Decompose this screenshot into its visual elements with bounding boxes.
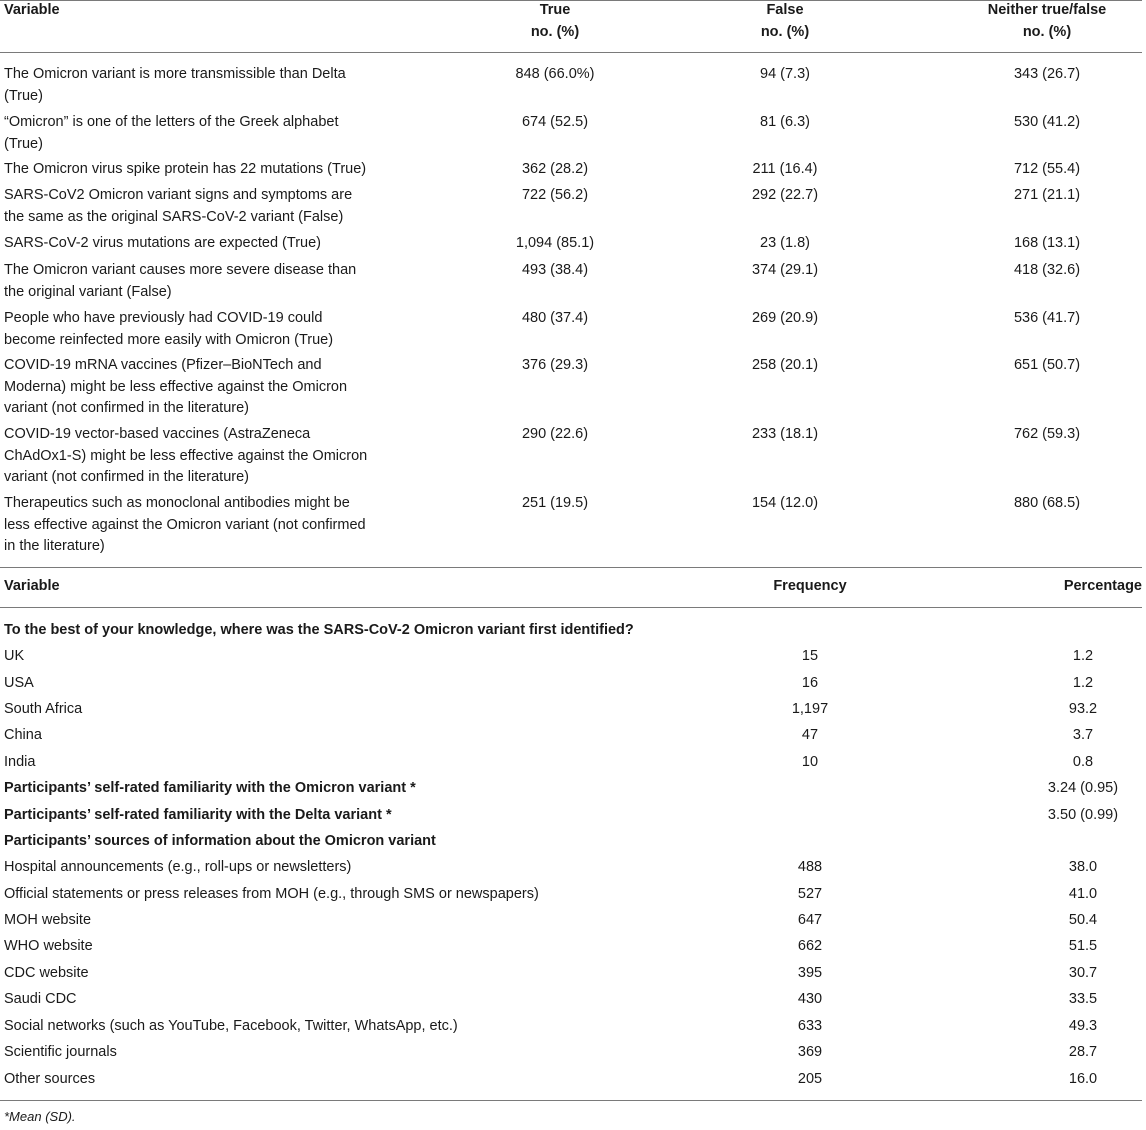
row-label: USA <box>4 675 34 691</box>
false-value: 23 (1.8) <box>760 235 810 251</box>
table1-header-false <box>670 0 900 43</box>
percentage-value: 3.50 (0.99) <box>1047 807 1119 823</box>
percentage-value: 38.0 <box>1068 859 1098 875</box>
row-label: India <box>4 754 36 770</box>
neither-value: 536 (41.7) <box>1013 310 1081 326</box>
table2-header-frequency: Frequency <box>773 578 847 594</box>
section-label: Participants’ sources of information about the Omicron variant <box>4 833 436 849</box>
percentage-value: 3.24 (0.95) <box>1047 780 1119 796</box>
percentage-value: 3.7 <box>1072 727 1094 743</box>
neither-value: 271 (21.1) <box>1013 187 1081 203</box>
table1-row-variable <box>4 424 394 489</box>
variable-line: ChAdOx1-S) might be less effective against the Omicron <box>4 447 368 464</box>
table1-row-variable <box>4 308 394 351</box>
frequency-value: 395 <box>797 965 823 981</box>
variable-line: (True) <box>4 87 43 104</box>
row-label: CDC website <box>4 965 89 981</box>
percentage-value: 28.7 <box>1068 1044 1098 1060</box>
variable-line: become reinfected more easily with Omicron (True) <box>4 331 334 348</box>
table1-row-variable <box>4 64 394 107</box>
neither-value: 530 (41.2) <box>1013 114 1081 130</box>
frequency-value: 16 <box>801 675 819 691</box>
variable-line: “Omicron” is one of the letters of the Greek alphabet <box>4 114 339 130</box>
frequency-value: 527 <box>797 886 823 902</box>
neither-value: 168 (13.1) <box>1013 235 1081 251</box>
row-label: Other sources <box>4 1071 96 1087</box>
variable-line: less effective against the Omicron variant (not confirmed <box>4 516 366 533</box>
percentage-value: 1.2 <box>1072 675 1094 691</box>
neither-value: 651 (50.7) <box>1013 357 1081 373</box>
percentage-value: 93.2 <box>1068 701 1098 717</box>
frequency-value: 647 <box>797 912 823 928</box>
variable-line: The Omicron virus spike protein has 22 mutations (True) <box>4 161 367 177</box>
false-value: 81 (6.3) <box>760 114 810 130</box>
percentage-value: 50.4 <box>1068 912 1098 928</box>
section-label: To the best of your knowledge, where was the SARS-CoV-2 Omicron variant first identified? <box>4 622 634 638</box>
table1-row-variable <box>4 355 394 420</box>
variable-line: The Omicron variant causes more severe disease than <box>4 262 357 278</box>
frequency-value: 430 <box>797 991 823 1007</box>
true-value: 493 (38.4) <box>521 262 589 278</box>
table1-header-true-line2: no. (%) <box>530 23 580 40</box>
variable-line: The Omicron variant is more transmissible than Delta <box>4 66 346 82</box>
percentage-value: 49.3 <box>1068 1018 1098 1034</box>
frequency-value: 205 <box>797 1071 823 1087</box>
variable-line: COVID-19 mRNA vaccines (Pfizer–BioNTech and <box>4 357 322 373</box>
row-label: Saudi CDC <box>4 991 77 1007</box>
table1-header-false-line2: no. (%) <box>760 23 810 40</box>
row-label: Social networks (such as YouTube, Facebook, Twitter, WhatsApp, etc.) <box>4 1018 458 1034</box>
row-label: MOH website <box>4 912 92 928</box>
variable-line: variant (not confirmed in the literature) <box>4 469 249 485</box>
variable-line: People who have previously had COVID-19 could <box>4 310 323 326</box>
variable-line: COVID-19 vector-based vaccines (AstraZeneca <box>4 426 311 442</box>
table1-header-true-line1: True <box>539 2 571 18</box>
true-value: 290 (22.6) <box>521 426 589 442</box>
true-value: 848 (66.0%) <box>515 66 595 82</box>
row-label: UK <box>4 648 25 664</box>
table1-header-true <box>440 0 670 43</box>
percentage-value: 51.5 <box>1068 938 1098 954</box>
true-value: 362 (28.2) <box>521 161 589 177</box>
table1-header-false-line1: False <box>766 2 804 18</box>
table2-header-variable: Variable <box>4 578 60 594</box>
percentage-value: 1.2 <box>1072 648 1094 664</box>
row-label: Official statements or press releases from MOH (e.g., through SMS or newspapers) <box>4 886 539 902</box>
false-value: 258 (20.1) <box>751 357 819 373</box>
neither-value: 762 (59.3) <box>1013 426 1081 442</box>
false-value: 269 (20.9) <box>751 310 819 326</box>
variable-line: (True) <box>4 135 43 152</box>
table2-header-rule <box>0 607 1142 608</box>
true-value: 722 (56.2) <box>521 187 589 203</box>
false-value: 292 (22.7) <box>751 187 819 203</box>
false-value: 211 (16.4) <box>752 161 818 177</box>
frequency-value: 369 <box>797 1044 823 1060</box>
row-label: South Africa <box>4 701 83 717</box>
variable-line: SARS-CoV-2 virus mutations are expected (True) <box>4 235 321 251</box>
table2-bottom-rule <box>0 1100 1142 1101</box>
table1-row-variable <box>4 233 394 255</box>
false-value: 233 (18.1) <box>751 426 819 442</box>
table-divider-rule <box>0 567 1142 568</box>
frequency-value: 15 <box>801 648 819 664</box>
true-value: 1,094 (85.1) <box>515 235 595 251</box>
neither-value: 880 (68.5) <box>1013 495 1081 511</box>
table1-row-variable <box>4 112 394 155</box>
frequency-value: 47 <box>801 727 819 743</box>
percentage-value: 30.7 <box>1068 965 1098 981</box>
percentage-value: 16.0 <box>1068 1071 1098 1087</box>
variable-line: Moderna) might be less effective against the Omicron <box>4 378 348 395</box>
frequency-value: 662 <box>797 938 823 954</box>
variable-line: the original variant (False) <box>4 283 172 300</box>
neither-value: 343 (26.7) <box>1013 66 1081 82</box>
row-label: Hospital announcements (e.g., roll-ups or newsletters) <box>4 859 352 875</box>
variable-line: SARS-CoV2 Omicron variant signs and symptoms are <box>4 187 353 203</box>
true-value: 480 (37.4) <box>521 310 589 326</box>
section-label: Participants’ self-rated familiarity with the Delta variant * <box>4 807 392 823</box>
neither-value: 712 (55.4) <box>1013 161 1081 177</box>
row-label: Scientific journals <box>4 1044 117 1060</box>
true-value: 674 (52.5) <box>521 114 589 130</box>
false-value: 374 (29.1) <box>751 262 819 278</box>
table1-header-neither-line2: no. (%) <box>1022 23 1072 40</box>
table1-header-neither <box>932 0 1146 43</box>
variable-line: the same as the original SARS-CoV-2 variant (False) <box>4 208 344 225</box>
row-label: China <box>4 727 42 743</box>
footnote: *Mean (SD). <box>4 1109 76 1124</box>
row-label: WHO website <box>4 938 93 954</box>
true-value: 251 (19.5) <box>521 495 589 511</box>
variable-line: Therapeutics such as monoclonal antibodies might be <box>4 495 350 511</box>
table1-row-variable <box>4 260 394 303</box>
table1-row-variable <box>4 493 394 558</box>
table1-row-variable <box>4 185 394 228</box>
true-value: 376 (29.3) <box>521 357 589 373</box>
table2-header-percentage: Percentage <box>1063 578 1142 594</box>
neither-value: 418 (32.6) <box>1013 262 1081 278</box>
percentage-value: 33.5 <box>1068 991 1098 1007</box>
variable-line: in the literature) <box>4 538 105 554</box>
false-value: 94 (7.3) <box>760 66 810 82</box>
percentage-value: 41.0 <box>1068 886 1098 902</box>
percentage-value: 0.8 <box>1072 754 1094 770</box>
table1-header-variable: Variable <box>4 2 60 18</box>
frequency-value: 633 <box>797 1018 823 1034</box>
section-label: Participants’ self-rated familiarity with the Omicron variant * <box>4 780 416 796</box>
table1-header-rule <box>0 52 1142 53</box>
frequency-value: 488 <box>797 859 823 875</box>
frequency-value: 1,197 <box>791 701 829 717</box>
table1-header-neither-line1: Neither true/false <box>987 2 1107 18</box>
variable-line: variant (not confirmed in the literature) <box>4 400 249 416</box>
frequency-value: 10 <box>801 754 819 770</box>
false-value: 154 (12.0) <box>751 495 819 511</box>
table1-row-variable <box>4 159 394 181</box>
